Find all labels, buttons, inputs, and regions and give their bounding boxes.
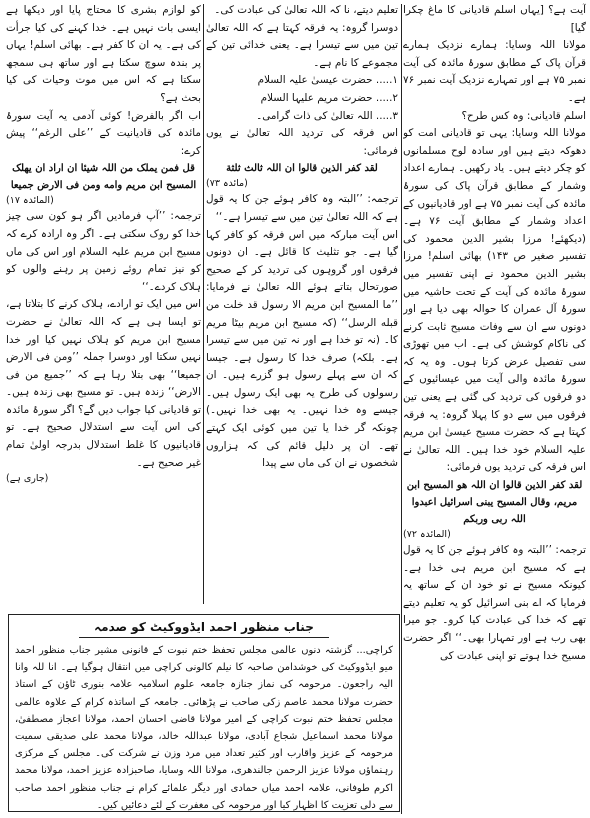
notice-paragraph: کراچی... گزشتہ دنوں عالمی مجلس تحفظ ختم نبوت کے قانونی مشیر جناب منظور احمد میو ایڈووکیٹ کی خوشدامن صاحبہ کا نیلم کالونی کراچی میں انتقال ہوگیا ہے۔ انا للہ وانا الیہ راجعون۔ مرحومہ کی نماز جنازہ جامعہ علوم اسلامیہ علامہ بنوری ٹاؤن کے استاذ حضرت مولانا محمد عاصم زکی صاحب نے پڑھائی۔ جامعہ کے اساتذہ کرام کے علاوہ عالمی مجلس تحفظ ختم نبوت کراچی کے امیر مولانا قاضی احسان احمد، مولانا اعجاز مصطفیٰ، مولانا محمد اسماعیل شجاع آبادی، مولانا عبداللہ خالد، مولانا محمد علی صدیقی سمیت مرحومہ کے عزیز واقارب اور کثیر تعداد میں مرد وزن نے شرکت کی۔ مجلس کے مرکزی رہنماؤں مولانا عزیز الرحمن جالندھری، مولانا اللہ وسایا، صاحبزادہ عزیز احمد، مولانا محمد اکرم طوفانی، علامہ احمد میاں حمادی اور دیگر علمائے کرام نے جناب منظور احمد صاحب سے دلی تعزیت کا اظہار کیا اور مرحومہ کی مغفرت کے لئے دعائیں کیں۔: [15, 645, 393, 811]
middle-column: [206, 2, 398, 610]
paragraph: تعلیم دیتے، نا کہ اللہ تعالیٰ کی عبادت کی۔: [214, 4, 398, 16]
paragraph: ۳..... اللہ تعالیٰ کی ذات گرامی۔: [256, 109, 398, 122]
paragraph: اس فرقہ کی تردید اللہ تعالیٰ نے یوں فرمائی:: [206, 127, 398, 157]
paragraph: اس میں ایک تو ارادے، ہلاک کرنے کا بتلاتا ہے، تو ایسا ہی ہے کہ اللہ تعالیٰ نے حضرت مسیح ابن مریم کو ہلاک نہیں کیا اور خدا نہیں سکتا اور دوسرا جملہ ’’ومن فی الارض جمیعا‘‘ بھی بتلا رہا ہے کہ ’’جمیع من فی الارض‘‘ زندہ ہیں۔ تو مسیح بھی زندہ ہیں۔ تو قادیانی کیا جواب دیں گے؟ اگر سورۂ مائدہ کی اس آیت سے استدلال صحیح ہے۔ تو قادیانیوں کا غلط استدلال بدرجہ اولیٰ تمام غیر صحیح ہے۔: [6, 298, 201, 469]
paragraph: دوسرا گروہ: یہ فرقہ کہتا ہے کہ اللہ تعالیٰ تین میں سے تیسرا ہے۔ یعنی خدائی تین کے مجموعے کا نام ہے۔: [206, 21, 398, 69]
paragraph: آیت ہے؟ [یہاں اسلم قادیانی کا ماغ چکرا گیا]: [403, 4, 586, 34]
paragraph: ترجمہ: ’’آپ فرمادیں اگر ہو کون سی چیز خدا کو روک سکتی ہے۔ اگر وہ ارادہ کرے کہ مسیح ابن مریم علیہ السلام اور اس کی ماں کو نیز تمام روئے زمین پر رہنے والوں کو ہلاک کردے۔‘‘: [6, 210, 201, 293]
paragraph: مولانا اللہ وسایا: ہمارے نزدیک ہمارے قرآن پاک کے مطابق سورۂ مائدہ کی آیت نمبر ۷۵ ہے اور تمہارے نزدیک آیت نمبر ۷۶ ہے۔: [403, 39, 586, 104]
right-column: [403, 2, 586, 816]
left-column: [6, 2, 201, 610]
condolence-notice: [8, 614, 400, 812]
quran-verse: لقد کفر الذین قالوا ان اللہ هو المسیح ابن مریم، وقال المسیح یبنی اسرائیل اعبدوا اللہ ربی وربکم: [406, 480, 583, 526]
paragraph: اب اگر بالفرض! کوئی آدمی یہ آیت سورۂ مائدہ کی قادیانیت کے ’’علی الرغم‘‘ پیش کرے:: [6, 109, 201, 157]
verse-reference: (مائدہ ۷۳): [206, 178, 248, 190]
verse-reference: (المائدہ ۱۷): [6, 195, 54, 207]
paragraph: اسلم قادیانی: وہ کس طرح؟: [461, 109, 586, 122]
column-divider: [401, 4, 402, 814]
column-divider: [203, 4, 204, 604]
quran-verse: لقد کفر الذین قالوا ان اللہ ثالث ثلثة: [226, 163, 378, 175]
paragraph: ۲..... حضرت مریم علیہا السلام: [260, 91, 398, 104]
verse-reference: (جاری ہے): [6, 473, 49, 485]
paragraph: اس آیت مبارکہ میں اس فرقہ کو کافر کہا گیا ہے۔ جو تثلیث کا قائل ہے۔ ان دونوں فرقوں اور گروہوں کی تردید کر کے صحیح صورتحال بتاتے ہوئے اللہ تعالیٰ نے فرمایا: ’’ما المسیح ابن مریم الا رسول قد خلت من قبله الرسل‘‘ (کہ مسیح ابن مریم بیٹا مریم کا۔ (نہ تو خدا ہے اور نہ تین میں سے تیسرا ہے۔ بلکہ) صرف خدا کا رسول ہے۔ جیسا کہ ان سے پہلے رسول ہو گزرے ہیں۔ ان رسولوں کی طرح یہ بھی ایک رسول ہیں۔ جیسے وہ خدا نہیں۔ یہ بھی خدا نہیں۔) چونکہ گر خدا یا تین میں کوئی ایک کہتے تھے۔ ان پر دلیل قائم کی کہ ہزاروں شخصوں نے ان کی ماں سے پیدا: [206, 228, 398, 470]
quran-verse: قل فمن یملک من اللہ شیئا ان اراد ان یهلک المسیح ابن مریم وامه ومن فی الارض جمیعا: [10, 163, 197, 192]
notice-title: جناب منظور احمد ایڈووکیٹ کو صدمہ: [79, 618, 329, 638]
paragraph: مولانا اللہ وسایا: یہی تو قادیانی امت کو دھوکہ دیتے ہیں اور سادہ لوح مسلمانوں کو چکر دیتے ہیں۔ یاد رکھیں۔ ہمارے اعداد وشمار کے مطابق قرآن پاک کی سورۂ مائدہ کی آیت نمبر ۷۵ ہے اور قادیانیوں کے اعداد وشمار کے مطابق آیت ۷۶ ہے۔ (دیکھئے! مرزا بشیر الدین محمود کی تفسیر صغیر ص ۱۴۳) بھائی اسلم! مرزا بشیر الدین محمود نے اپنی تفسیر میں سورۂ مائدہ کی آیت کے تحت حاشیہ میں سورۂ آل عمران کا حوالہ بھی دیا ہے اور دونوں سے ان سے وفات مسیح ثابت کرنے کی ناکام کوشش کی ہے۔ اب میں تھوڑی سی تفصیل عرض کرتا ہوں۔ وہ یہ کہ سورۂ مائدہ والی آیت میں عیسائیوں کے دو فرقوں کی تردید کی گئی ہے یعنی تین فرقوں میں سے دو کا پہلا گروہ: یہ فرقہ کہتا ہے کہ حضرت مسیح عیسیٰ ابن مریم علیہ السلام خود خدا ہیں۔ اللہ تعالیٰ نے اس فرقہ کی تردید یوں فرمائی:: [403, 127, 586, 474]
paragraph: ترجمہ: ’’البتہ وہ کافر ہوئے جن کا یہ قول ہے کہ مسیح ابن مریم ہی خدا ہے۔ کیونکہ مسیح نے تو خود ان کے ساتھ یہ فرمایا کہ اے بنی اسرائیل کو یہ تعلیم دیتے تھے کہ خدا کی عبادت کیا کرو۔ جو میرا بھی رب ہے اور تمہارا بھی۔‘‘ اگر حضرت مسیح خدا ہوتے تو اپنی عبادت کی: [403, 544, 586, 662]
paragraph: ۱..... حضرت عیسیٰ علیہ السلام: [257, 74, 398, 87]
paragraph: ترجمہ: ’’البتہ وہ کافر ہوئے جن کا یہ قول ہے کہ اللہ تعالیٰ تین میں سے تیسرا ہے۔‘‘: [206, 193, 398, 223]
paragraph: کو لوازم بشری کا محتاج پایا اور دیکھا ہے ایسی بات نہیں ہے۔ خدا کہنے کی کیا جرأت کی ہے۔ یہ ان کا کفر ہے۔ بھائی اسلم! یہاں پر بندہ سوچ سکتا ہے اور ساتھ ہی سمجھ سکتا ہے کہ اس میں موت وحیات کی کیا بحث ہے؟: [6, 4, 201, 104]
verse-reference: (المائدہ ۷۲): [403, 529, 451, 541]
notice-body: [9, 640, 399, 816]
